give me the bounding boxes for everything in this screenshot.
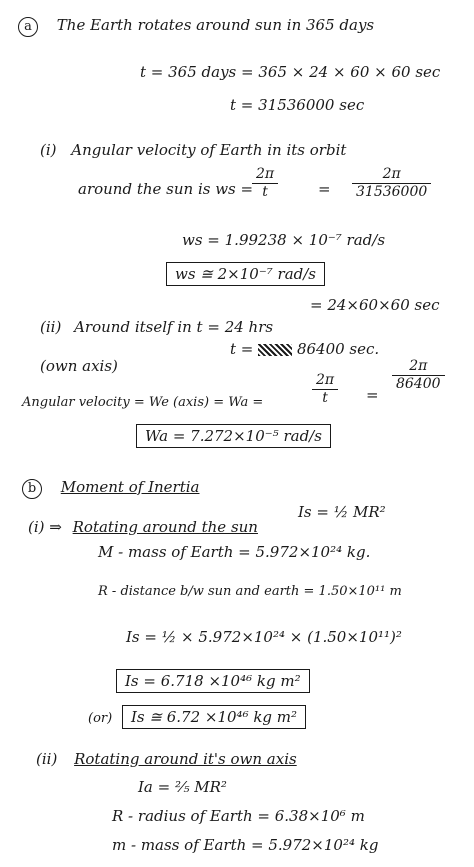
is-formula: Is = ½ MR² <box>298 503 386 521</box>
part-a-i-text2: around the sun is ws = <box>78 180 254 198</box>
part-b-ii-line <box>36 750 297 768</box>
part-b-i-label: (i) ⇒ <box>28 518 62 536</box>
ws-boxed-answer: ws ≅ 2×10⁻⁷ rad/s <box>166 262 325 286</box>
ws-equals: = <box>318 180 331 198</box>
wa-frac1-den: t <box>322 390 328 406</box>
ws-frac1-den: t <box>262 184 268 200</box>
part-a-ii-text: Around itself in t = 24 hrs <box>74 318 274 336</box>
ws-fraction-1 <box>252 166 278 201</box>
mass-of-earth-axis-case: m - mass of Earth = 5.972×10²⁴ kg <box>112 836 379 854</box>
is-boxed-answer-1: Is = 6.718 ×10⁴⁶ kg m² <box>116 669 310 693</box>
wa-fraction-1 <box>312 372 338 407</box>
ia-formula: Ia = ⅖ MR² <box>138 778 227 796</box>
crossed-out-scribble <box>258 344 292 356</box>
earth-radius: R - radius of Earth = 6.38×10⁶ m <box>112 807 365 825</box>
wa-equals: = <box>366 386 379 404</box>
wa-frac2-den: 86400 <box>396 376 441 392</box>
wa-fraction-2 <box>392 358 445 393</box>
mass-of-earth-sun-case: M - mass of Earth = 5.972×10²⁴ kg. <box>98 543 371 561</box>
part-a-line <box>18 16 374 37</box>
time-in-days: t = 365 days = 365 × 24 × 60 × 60 sec <box>140 63 441 81</box>
is-boxed-answer-2: Is ≅ 6.72 ×10⁴⁶ kg m² <box>122 705 306 729</box>
part-b-title: Moment of Inertia <box>60 478 200 496</box>
own-axis-note: (own axis) <box>40 357 118 375</box>
part-a-ii-eq-right: = 24×60×60 sec <box>310 296 440 314</box>
part-a-i-label: (i) <box>40 141 57 159</box>
part-b-ii-label: (ii) <box>36 750 58 768</box>
part-a-marker: a <box>18 17 38 37</box>
angular-velocity-axis-line: Angular velocity = We (axis) = Wa = <box>22 395 264 410</box>
sun-earth-distance: R - distance b/w sun and earth = 1.50×10¹¹ m <box>98 584 402 599</box>
part-b-i-text: Rotating around the sun <box>72 518 258 536</box>
part-b-ii-text: Rotating around it's own axis <box>74 750 297 768</box>
wa-frac1-num: 2π <box>312 372 338 390</box>
ws-frac2-den: 31536000 <box>356 184 428 200</box>
ws-frac1-num: 2π <box>252 166 278 184</box>
time-in-seconds: t = 31536000 sec <box>230 96 365 114</box>
part-b-i-line <box>28 518 258 536</box>
wa-boxed-answer: Wa = 7.272×10⁻⁵ rad/s <box>136 424 331 448</box>
part-a-i-text: Angular velocity of Earth in its orbit <box>71 141 347 159</box>
part-a-ii-t-prefix: t = <box>230 340 254 358</box>
ws-fraction-2 <box>352 166 431 201</box>
or-label: (or) <box>88 711 113 726</box>
part-a-i-line <box>40 141 346 159</box>
part-a-ii-t-line <box>230 340 379 358</box>
ws-result: ws = 1.99238 × 10⁻⁷ rad/s <box>182 231 386 249</box>
wa-frac2-num: 2π <box>392 358 445 376</box>
part-a-ii-label: (ii) <box>40 318 62 336</box>
part-a-ii-line <box>40 318 273 336</box>
ws-frac2-num: 2π <box>352 166 431 184</box>
part-a-ii-t-value: 86400 sec. <box>296 340 380 358</box>
part-b-marker: b <box>22 479 42 499</box>
is-calculation: Is = ½ × 5.972×10²⁴ × (1.50×10¹¹)² <box>126 628 402 646</box>
part-b-line <box>22 478 199 499</box>
part-a-statement: The Earth rotates around sun in 365 days <box>56 16 375 34</box>
